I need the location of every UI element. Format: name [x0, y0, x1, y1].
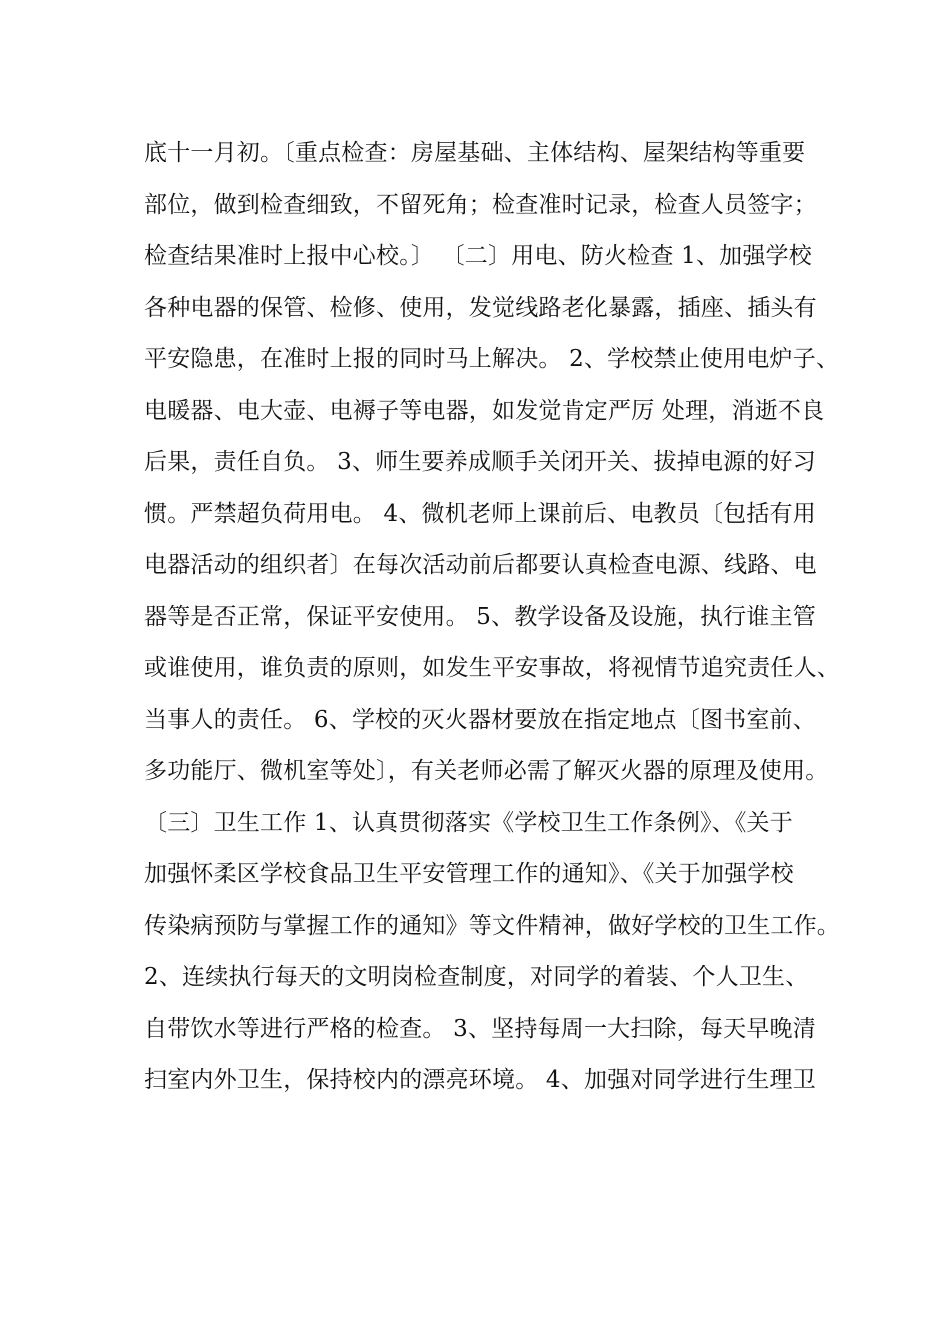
text-line: 各种电器的保管、检修、使用，发觉线路老化暴露，插座、插头有: [144, 294, 817, 321]
text-line: 器等是否正常，保证平安使用。 5、教学设备及设施，执行谁主管: [144, 603, 816, 630]
body-text: [144, 134, 840, 1113]
text-line: 多功能厅、微机室等处〕，有关老师必需了解灭火器的原理及使用。: [144, 758, 829, 784]
text-line: 〔三〕卫生工作 1、认真贯彻落实《学校卫生工作条例》、《关于: [144, 809, 793, 836]
text-line: 2、连续执行每天的文明岗检查制度，对同学的着装、个人卫生、: [144, 964, 809, 990]
text-line: 检查结果准时上报中心校。〕 〔二〕用电、防火检查 1、加强学校: [144, 243, 812, 269]
text-line: 部位，做到检查细致，不留死角；检查准时记录，检查人员签字；: [144, 191, 817, 218]
text-line: 传染病预防与掌握工作的通知》等文件精神，做好学校的卫生工作。: [144, 912, 840, 939]
text-line: 当事人的责任。 6、学校的灭火器材要放在指定地点〔图书室前、: [144, 706, 816, 733]
text-line: 扫室内外卫生，保持校内的漂亮环境。 4、加强对同学进行生理卫: [144, 1067, 816, 1093]
text-line: 电暖器、电大壶、电褥子等电器，如发觉肯定严厉 处理，消逝不良: [144, 397, 825, 424]
text-line: 平安隐患，在准时上报的同时马上解决。 2、学校禁止使用电炉子、: [144, 346, 840, 372]
text-line: 自带饮水等进行严格的检查。 3、坚持每周一大扫除，每天早晚清: [144, 1015, 816, 1042]
text-line: 底十一月初。〔重点检查：房屋基础、主体结构、屋架结构等重要: [144, 140, 806, 166]
text-line: 或谁使用，谁负责的原则，如发生平安事故，将视情节追究责任人、: [144, 655, 840, 681]
text-line: 惯。严禁超负荷用电。 4、微机老师上课前后、电教员〔包括有用: [144, 500, 816, 527]
text-line: 电器活动的组织者〕在每次活动前后都要认真检查电源、线路、电: [144, 552, 817, 578]
text-line: 加强怀柔区学校食品卫生平安管理工作的通知》、《关于加强学校: [144, 861, 794, 887]
text-line: 后果，责任自负。 3、师生要养成顺手关闭开关、拔掉电源的好习: [144, 449, 816, 475]
